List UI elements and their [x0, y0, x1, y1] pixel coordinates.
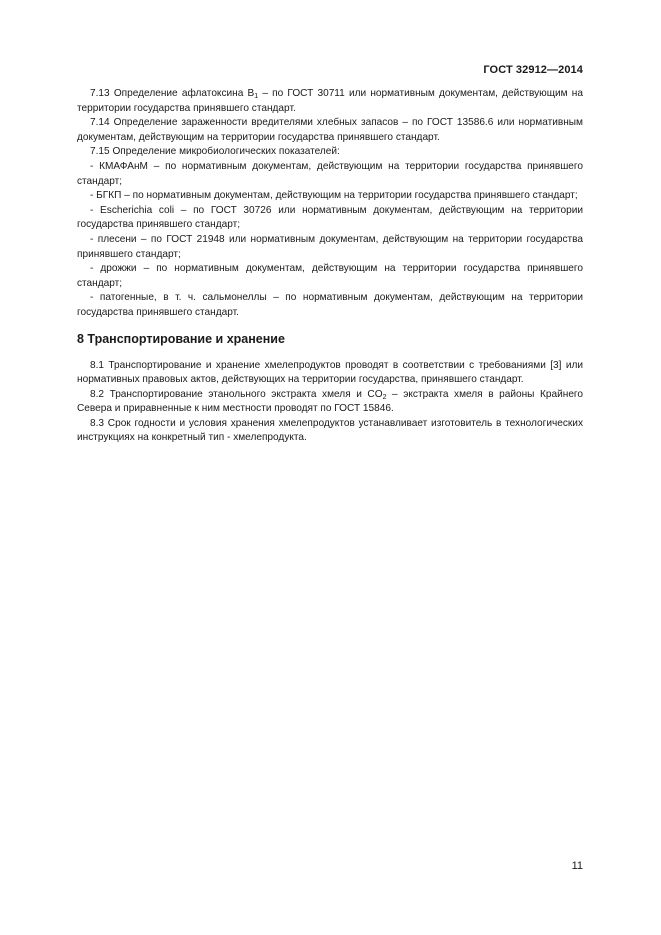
paragraph-7-15: 7.15 Определение микробиологических показателей: [90, 146, 340, 158]
document-body [77, 87, 583, 446]
page-number: 11 [571, 860, 583, 872]
paragraph-8-3: 8.3 Срок годности и условия хранения хмелепродуктов устанавливает изготовитель в технологических инструкциях на конкретный тип - хмелепродукта. [77, 417, 583, 444]
list-item-e-coli: - Escherichia coli – по ГОСТ 30726 или нормативным документам, действующим на территории государства принявшего стандарт; [77, 204, 583, 231]
list-item-yeasts: - дрожжи – по нормативным документам, действующим на территории государства принявшего стандарт; [77, 263, 583, 289]
paragraph-8-2: 8.2 Транспортирование этанольного экстракта хмеля и $CO_2$ – экстракта хмеля в районы Крайнего Севера и приравненные к ним местности проводят по ГОСТ 15846. [77, 388, 584, 415]
list-item-moulds: - плесени – по ГОСТ 21948 или нормативным документам, действующим на территории государства принявшего стандарт; [77, 233, 583, 260]
paragraph-7-13: 7.13 Определение афлатоксина $B_1$ – по ГОСТ 30711 или нормативным документам, действующим на территории государства принявшего стандарт. [77, 88, 583, 114]
list-item-bgkp: - БГКП – по нормативным документам, действующим на территории государства принявшего стандарт; [90, 190, 578, 202]
standard-code: ГОСТ 32912—2014 [483, 64, 583, 76]
list-item-kmafanm: - КМАФАнМ – по нормативным документам, действующим на территории государства принявшего стандарт; [77, 160, 583, 187]
paragraph-7-14: 7.14 Определение зараженности вредителями хлебных запасов – по ГОСТ 13586.6 или нормативным документам, действующим на территории государства принявшего стандарт. [77, 117, 583, 143]
paragraph-8-1: 8.1 Транспортирование и хранение хмелепродуктов проводят в соответствии с требованиями [3] или нормативных правовых актов, действующих на территории государства, принявшего стандарт. [77, 359, 583, 386]
section-8-heading: 8 Транспортирование и хранение [77, 331, 285, 346]
list-item-pathogens: - патогенные, в т. ч. сальмонеллы – по нормативным документам, действующим на территории государства принявшего стандарт. [77, 292, 583, 318]
